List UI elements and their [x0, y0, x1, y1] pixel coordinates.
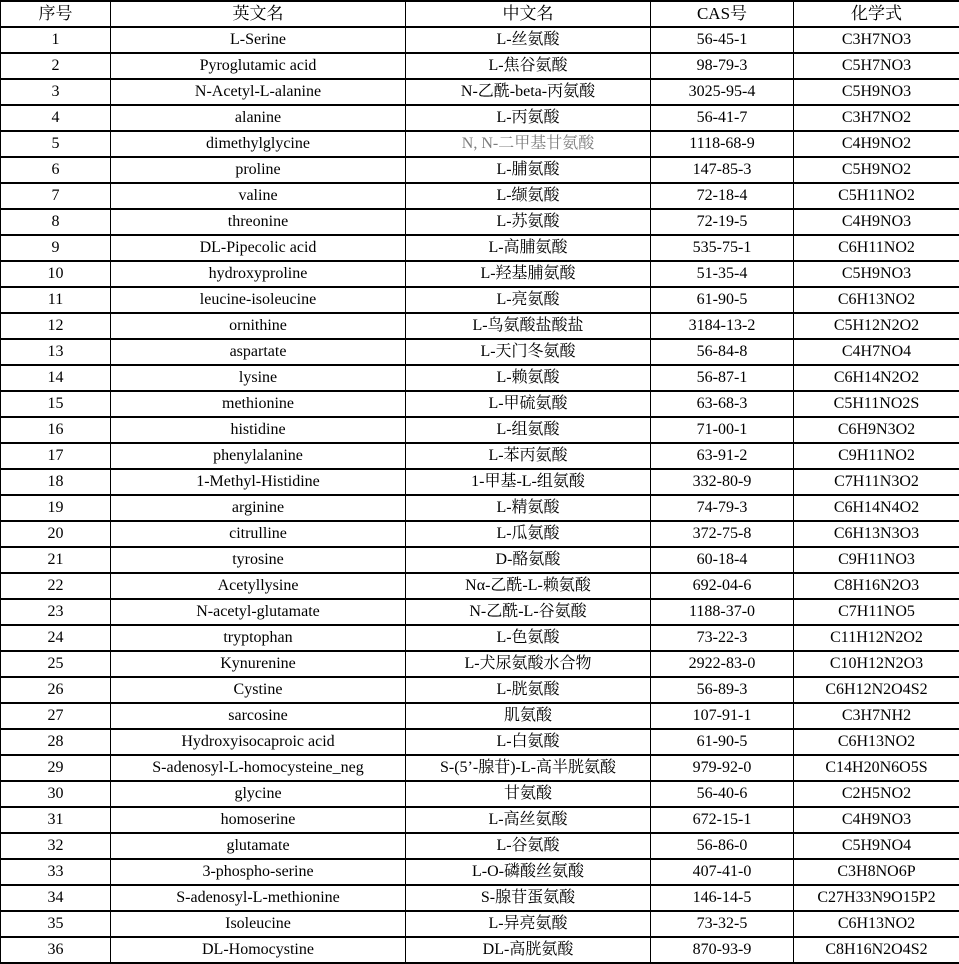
cell-formula: C5H9NO2 [794, 157, 959, 183]
cell-formula: C10H12N2O3 [794, 651, 959, 677]
cell-english: DL-Homocystine [111, 937, 406, 963]
cell-index: 13 [1, 339, 111, 365]
cell-chinese: N-乙酰-beta-丙氨酸 [406, 79, 651, 105]
table-row [1, 391, 959, 417]
table-row [1, 53, 959, 79]
cell-english: L-Serine [111, 27, 406, 53]
cell-index: 15 [1, 391, 111, 417]
cell-cas: 73-22-3 [651, 625, 794, 651]
cell-chinese: Nα-乙酰-L-赖氨酸 [406, 573, 651, 599]
table-row [1, 261, 959, 287]
cell-chinese: L-丙氨酸 [406, 105, 651, 131]
table-row [1, 911, 959, 937]
cell-chinese: L-脯氨酸 [406, 157, 651, 183]
cell-formula: C5H11NO2S [794, 391, 959, 417]
table-row [1, 677, 959, 703]
cell-cas: 73-32-5 [651, 911, 794, 937]
table-row [1, 885, 959, 911]
cell-index: 24 [1, 625, 111, 651]
cell-formula: C9H11NO2 [794, 443, 959, 469]
cell-chinese: L-犬尿氨酸水合物 [406, 651, 651, 677]
cell-cas: 870-93-9 [651, 937, 794, 963]
cell-index: 3 [1, 79, 111, 105]
cell-cas: 56-89-3 [651, 677, 794, 703]
column-header-formula: 化学式 [794, 1, 959, 27]
cell-formula: C5H7NO3 [794, 53, 959, 79]
table-row [1, 287, 959, 313]
cell-cas: 56-41-7 [651, 105, 794, 131]
column-header-index: 序号 [1, 1, 111, 27]
table-row [1, 729, 959, 755]
cell-index: 4 [1, 105, 111, 131]
cell-english: Kynurenine [111, 651, 406, 677]
cell-chinese: L-谷氨酸 [406, 833, 651, 859]
column-header-chinese: 中文名 [406, 1, 651, 27]
cell-english: alanine [111, 105, 406, 131]
cell-formula: C3H7NO2 [794, 105, 959, 131]
cell-formula: C5H11NO2 [794, 183, 959, 209]
cell-chinese: 甘氨酸 [406, 781, 651, 807]
column-header-english: 英文名 [111, 1, 406, 27]
cell-chinese: L-组氨酸 [406, 417, 651, 443]
cell-index: 29 [1, 755, 111, 781]
cell-index: 7 [1, 183, 111, 209]
cell-index: 34 [1, 885, 111, 911]
table-row [1, 937, 959, 963]
cell-chinese: N-乙酰-L-谷氨酸 [406, 599, 651, 625]
cell-formula: C6H9N3O2 [794, 417, 959, 443]
cell-chinese: L-鸟氨酸盐酸盐 [406, 313, 651, 339]
cell-cas: 692-04-6 [651, 573, 794, 599]
cell-formula: C6H14N4O2 [794, 495, 959, 521]
table-row [1, 417, 959, 443]
cell-formula: C3H8NO6P [794, 859, 959, 885]
cell-cas: 63-68-3 [651, 391, 794, 417]
cell-formula: C6H11NO2 [794, 235, 959, 261]
table-row [1, 131, 959, 157]
cell-chinese: L-甲硫氨酸 [406, 391, 651, 417]
cell-english: N-acetyl-glutamate [111, 599, 406, 625]
cell-index: 30 [1, 781, 111, 807]
cell-english: glutamate [111, 833, 406, 859]
table-row [1, 157, 959, 183]
table-row [1, 573, 959, 599]
table-row [1, 365, 959, 391]
table-row [1, 105, 959, 131]
cell-english: S-adenosyl-L-homocysteine_neg [111, 755, 406, 781]
cell-cas: 56-45-1 [651, 27, 794, 53]
cell-cas: 98-79-3 [651, 53, 794, 79]
cell-formula: C6H13NO2 [794, 287, 959, 313]
cell-cas: 3184-13-2 [651, 313, 794, 339]
cell-cas: 74-79-3 [651, 495, 794, 521]
cell-cas: 332-80-9 [651, 469, 794, 495]
cell-chinese: L-白氨酸 [406, 729, 651, 755]
cell-index: 1 [1, 27, 111, 53]
cell-english: histidine [111, 417, 406, 443]
cell-index: 2 [1, 53, 111, 79]
cell-chinese: L-瓜氨酸 [406, 521, 651, 547]
cell-formula: C4H9NO3 [794, 807, 959, 833]
cell-english: methionine [111, 391, 406, 417]
cell-formula: C2H5NO2 [794, 781, 959, 807]
cell-formula: C11H12N2O2 [794, 625, 959, 651]
cell-english: ornithine [111, 313, 406, 339]
cell-index: 36 [1, 937, 111, 963]
table-row [1, 443, 959, 469]
cell-index: 32 [1, 833, 111, 859]
cell-formula: C3H7NH2 [794, 703, 959, 729]
column-header-cas: CAS号 [651, 1, 794, 27]
table-row [1, 235, 959, 261]
cell-formula: C5H9NO3 [794, 261, 959, 287]
table-row [1, 521, 959, 547]
cell-formula: C4H7NO4 [794, 339, 959, 365]
cell-english: threonine [111, 209, 406, 235]
cell-chinese: L-胱氨酸 [406, 677, 651, 703]
cell-english: hydroxyproline [111, 261, 406, 287]
cell-formula: C6H13NO2 [794, 911, 959, 937]
cell-chinese: L-焦谷氨酸 [406, 53, 651, 79]
cell-index: 31 [1, 807, 111, 833]
cell-formula: C5H9NO3 [794, 79, 959, 105]
cell-index: 21 [1, 547, 111, 573]
cell-index: 20 [1, 521, 111, 547]
table-row [1, 495, 959, 521]
cell-english: N-Acetyl-L-alanine [111, 79, 406, 105]
cell-cas: 407-41-0 [651, 859, 794, 885]
table-row [1, 781, 959, 807]
cell-chinese: L-高丝氨酸 [406, 807, 651, 833]
cell-cas: 71-00-1 [651, 417, 794, 443]
cell-chinese: L-苏氨酸 [406, 209, 651, 235]
cell-cas: 60-18-4 [651, 547, 794, 573]
cell-index: 12 [1, 313, 111, 339]
cell-cas: 56-87-1 [651, 365, 794, 391]
cell-formula: C9H11NO3 [794, 547, 959, 573]
cell-formula: C27H33N9O15P2 [794, 885, 959, 911]
cell-index: 19 [1, 495, 111, 521]
cell-chinese: 肌氨酸 [406, 703, 651, 729]
cell-cas: 672-15-1 [651, 807, 794, 833]
cell-english: homoserine [111, 807, 406, 833]
header-row [1, 1, 959, 27]
cell-cas: 56-84-8 [651, 339, 794, 365]
table-row [1, 833, 959, 859]
cell-english: DL-Pipecolic acid [111, 235, 406, 261]
cell-formula: C7H11NO5 [794, 599, 959, 625]
cell-cas: 535-75-1 [651, 235, 794, 261]
cell-index: 14 [1, 365, 111, 391]
table-row [1, 547, 959, 573]
cell-english: proline [111, 157, 406, 183]
cell-cas: 61-90-5 [651, 287, 794, 313]
cell-english: S-adenosyl-L-methionine [111, 885, 406, 911]
cell-english: lysine [111, 365, 406, 391]
cell-chinese: L-羟基脯氨酸 [406, 261, 651, 287]
cell-formula: C14H20N6O5S [794, 755, 959, 781]
cell-formula: C6H12N2O4S2 [794, 677, 959, 703]
cell-index: 11 [1, 287, 111, 313]
cell-formula: C7H11N3O2 [794, 469, 959, 495]
cell-chinese: D-酪氨酸 [406, 547, 651, 573]
cell-english: Cystine [111, 677, 406, 703]
cell-cas: 63-91-2 [651, 443, 794, 469]
table-row [1, 209, 959, 235]
cell-english: citrulline [111, 521, 406, 547]
cell-english: tryptophan [111, 625, 406, 651]
cell-chinese: L-亮氨酸 [406, 287, 651, 313]
cell-english: Hydroxyisocaproic acid [111, 729, 406, 755]
cell-index: 27 [1, 703, 111, 729]
table-row [1, 703, 959, 729]
cell-english: 3-phospho-serine [111, 859, 406, 885]
cell-english: glycine [111, 781, 406, 807]
cell-chinese: L-高脯氨酸 [406, 235, 651, 261]
cell-cas: 107-91-1 [651, 703, 794, 729]
cell-cas: 1118-68-9 [651, 131, 794, 157]
table-row [1, 79, 959, 105]
cell-cas: 56-40-6 [651, 781, 794, 807]
cell-chinese: S-腺苷蛋氨酸 [406, 885, 651, 911]
cell-english: sarcosine [111, 703, 406, 729]
cell-cas: 56-86-0 [651, 833, 794, 859]
cell-cas: 1188-37-0 [651, 599, 794, 625]
cell-formula: C6H13NO2 [794, 729, 959, 755]
cell-cas: 146-14-5 [651, 885, 794, 911]
table-row [1, 27, 959, 53]
cell-english: phenylalanine [111, 443, 406, 469]
cell-formula: C5H12N2O2 [794, 313, 959, 339]
table-row [1, 625, 959, 651]
cell-formula: C3H7NO3 [794, 27, 959, 53]
cell-english: aspartate [111, 339, 406, 365]
cell-index: 18 [1, 469, 111, 495]
cell-chinese: L-O-磷酸丝氨酸 [406, 859, 651, 885]
cell-english: 1-Methyl-Histidine [111, 469, 406, 495]
cell-cas: 72-19-5 [651, 209, 794, 235]
cell-index: 5 [1, 131, 111, 157]
cell-formula: C4H9NO3 [794, 209, 959, 235]
cell-index: 35 [1, 911, 111, 937]
cell-index: 10 [1, 261, 111, 287]
cell-index: 25 [1, 651, 111, 677]
cell-cas: 372-75-8 [651, 521, 794, 547]
cell-cas: 979-92-0 [651, 755, 794, 781]
table-row [1, 599, 959, 625]
cell-english: arginine [111, 495, 406, 521]
cell-cas: 147-85-3 [651, 157, 794, 183]
cell-chinese: L-丝氨酸 [406, 27, 651, 53]
cell-chinese: L-异亮氨酸 [406, 911, 651, 937]
cell-index: 6 [1, 157, 111, 183]
cell-chinese: N, N-二甲基甘氨酸 [406, 131, 651, 157]
cell-index: 28 [1, 729, 111, 755]
table-row [1, 755, 959, 781]
cell-chinese: L-苯丙氨酸 [406, 443, 651, 469]
cell-english: tyrosine [111, 547, 406, 573]
table-row [1, 339, 959, 365]
cell-english: dimethylglycine [111, 131, 406, 157]
cell-english: leucine-isoleucine [111, 287, 406, 313]
cell-chinese: L-精氨酸 [406, 495, 651, 521]
cell-index: 16 [1, 417, 111, 443]
table-row [1, 859, 959, 885]
cell-chinese: L-天门冬氨酸 [406, 339, 651, 365]
cell-index: 9 [1, 235, 111, 261]
cell-formula: C6H13N3O3 [794, 521, 959, 547]
table-row [1, 807, 959, 833]
cell-cas: 72-18-4 [651, 183, 794, 209]
cell-index: 23 [1, 599, 111, 625]
cell-english: Acetyllysine [111, 573, 406, 599]
table-row [1, 313, 959, 339]
cell-formula: C8H16N2O3 [794, 573, 959, 599]
cell-index: 8 [1, 209, 111, 235]
cell-index: 17 [1, 443, 111, 469]
table-body [1, 27, 959, 963]
cell-chinese: L-赖氨酸 [406, 365, 651, 391]
table-row [1, 469, 959, 495]
cell-index: 26 [1, 677, 111, 703]
cell-english: valine [111, 183, 406, 209]
cell-cas: 61-90-5 [651, 729, 794, 755]
cell-formula: C8H16N2O4S2 [794, 937, 959, 963]
cell-formula: C6H14N2O2 [794, 365, 959, 391]
cell-chinese: L-色氨酸 [406, 625, 651, 651]
cell-index: 22 [1, 573, 111, 599]
cell-chinese: L-缬氨酸 [406, 183, 651, 209]
table-row [1, 651, 959, 677]
cell-cas: 51-35-4 [651, 261, 794, 287]
cell-formula: C5H9NO4 [794, 833, 959, 859]
cell-cas: 2922-83-0 [651, 651, 794, 677]
cell-chinese: 1-甲基-L-组氨酸 [406, 469, 651, 495]
cell-cas: 3025-95-4 [651, 79, 794, 105]
table-row [1, 183, 959, 209]
cell-index: 33 [1, 859, 111, 885]
cell-formula: C4H9NO2 [794, 131, 959, 157]
cell-english: Pyroglutamic acid [111, 53, 406, 79]
cell-chinese: DL-高胱氨酸 [406, 937, 651, 963]
cell-english: Isoleucine [111, 911, 406, 937]
cell-chinese: S-(5’-腺苷)-L-高半胱氨酸 [406, 755, 651, 781]
